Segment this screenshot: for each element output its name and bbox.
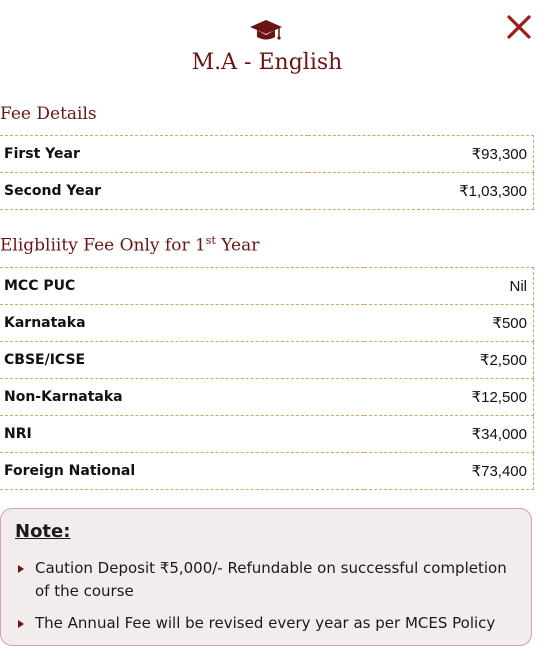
graduation-cap-icon [249, 18, 283, 42]
table-row [0, 379, 534, 416]
note-text: The Annual Fee will be revised every year as per MCES Policy [35, 614, 496, 632]
fee-label: NRI [0, 416, 364, 453]
eligibility-heading [0, 234, 259, 256]
eligibility-table [0, 267, 534, 490]
note-list [15, 557, 521, 644]
eligibility-heading-text: Eligbliity Fee Only for 1 [0, 235, 206, 256]
fee-label: MCC PUC [0, 268, 364, 305]
fee-value: ₹2,500 [364, 342, 534, 379]
fee-value: ₹73,400 [364, 453, 534, 490]
fee-label: Second Year [0, 173, 308, 210]
fee-label: CBSE/ICSE [0, 342, 364, 379]
bullet-triangle-icon [18, 565, 24, 573]
eligibility-heading-suffix: Year [215, 235, 260, 256]
fee-value: ₹12,500 [364, 379, 534, 416]
fee-value: ₹500 [364, 305, 534, 342]
bullet-triangle-icon [18, 620, 24, 628]
table-row [0, 342, 534, 379]
fee-label: Karnataka [0, 305, 364, 342]
table-row [0, 173, 534, 210]
page-title: M.A - English [191, 50, 343, 75]
fee-details-table [0, 135, 534, 210]
list-item [15, 612, 521, 635]
fee-value: ₹1,03,300 [308, 173, 534, 210]
table-row [0, 305, 534, 342]
list-item [15, 557, 521, 603]
fee-label: Non-Karnataka [0, 379, 364, 416]
note-heading: Note: [15, 521, 71, 542]
fee-value: Nil [364, 268, 534, 305]
table-row [0, 453, 534, 490]
eligibility-heading-sup: st [205, 234, 216, 247]
close-icon[interactable] [506, 14, 532, 40]
fee-details-heading: Fee Details [0, 104, 97, 124]
fee-value: ₹34,000 [364, 416, 534, 453]
note-text: Caution Deposit ₹5,000/- Refundable on successful completion of the course [35, 559, 507, 600]
fee-value: ₹93,300 [308, 136, 534, 173]
table-row [0, 268, 534, 305]
table-row [0, 136, 534, 173]
fee-label: First Year [0, 136, 308, 173]
table-row [0, 416, 534, 453]
fee-label: Foreign National [0, 453, 364, 490]
note-box [0, 508, 532, 646]
